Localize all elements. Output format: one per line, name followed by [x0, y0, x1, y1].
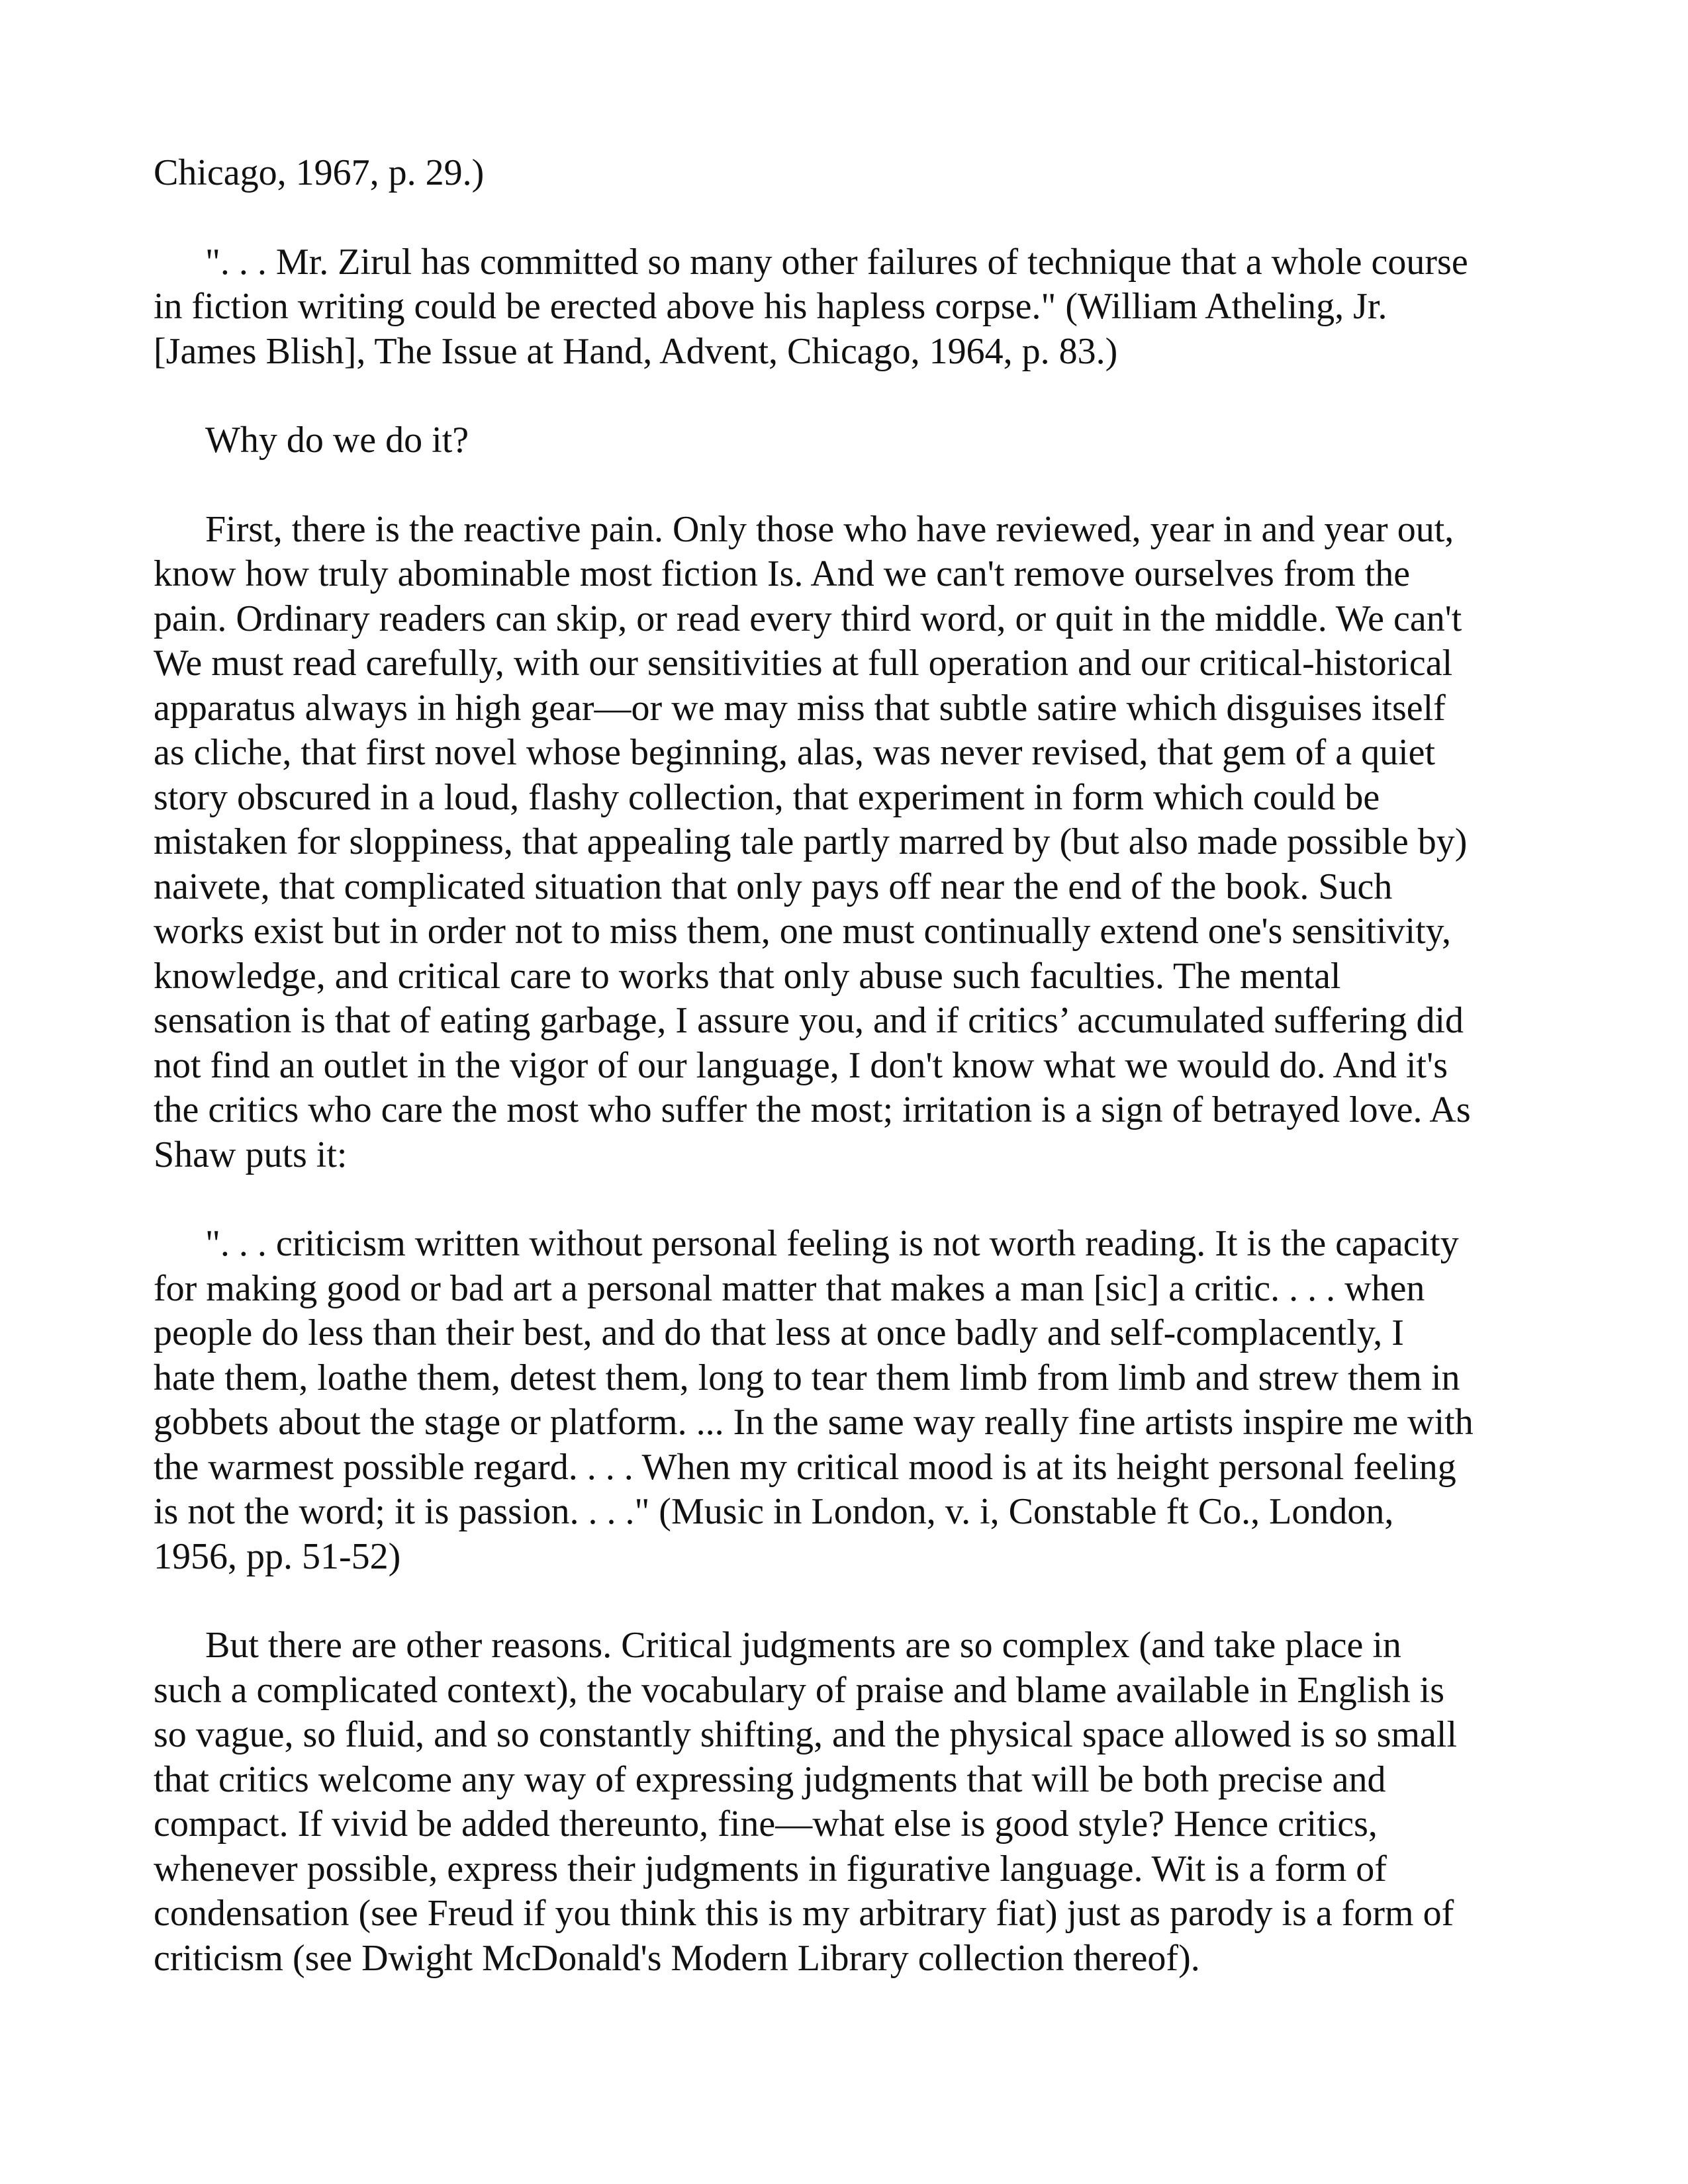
text-line: such a complicated context), the vocabulary of praise and blame available in English is: [154, 1669, 1444, 1711]
text-line: compact. If vivid be added thereunto, fine—what else is good style? Hence critics,: [154, 1803, 1378, 1844]
text-line: in fiction writing could be erected above his hapless corpse." (William Atheling, Jr.: [154, 286, 1387, 327]
text-line: gobbets about the stage or platform. ... In the same way really fine artists inspire me with: [154, 1402, 1474, 1443]
text-line: We must read carefully, with our sensitivities at full operation and our critical-historical: [154, 643, 1453, 684]
text-line: 1956, pp. 51-52): [154, 1535, 401, 1577]
text-line: story obscured in a loud, flashy collection, that experiment in form which could be: [154, 776, 1380, 818]
text-line: that critics welcome any way of expressing judgments that will be both precise and: [154, 1758, 1386, 1800]
text-line: condensation (see Freud if you think this is my arbitrary fiat) just as parody is a form of: [154, 1893, 1454, 1934]
text-line: mistaken for sloppiness, that appealing tale partly marred by (but also made possible by): [154, 821, 1468, 862]
text-line: [James Blish], The Issue at Hand, Advent, Chicago, 1964, p. 83.): [154, 330, 1118, 372]
text-line: the critics who care the most who suffer the most; irritation is a sign of betrayed love. As: [154, 1089, 1471, 1130]
text-line: as cliche, that first novel whose beginning, alas, was never revised, that gem of a quiet: [154, 732, 1436, 773]
text-line: But there are other reasons. Critical judgments are so complex (and take place in: [205, 1625, 1401, 1666]
paragraph-reactive-pain: [154, 508, 1537, 1178]
text-line: Chicago, 1967, p. 29.): [154, 152, 485, 193]
text-line: is not the word; it is passion. . . ." (Music in London, v. i, Constable ft Co., London,: [154, 1491, 1394, 1532]
text-line: First, there is the reactive pain. Only those who have reviewed, year in and year out,: [205, 508, 1454, 550]
text-line: so vague, so fluid, and so constantly shifting, and the physical space allowed is so small: [154, 1714, 1457, 1755]
document-page: [154, 151, 1537, 2025]
text-line: whenever possible, express their judgments in figurative language. Wit is a form of: [154, 1848, 1387, 1889]
text-line: works exist but in order not to miss them, one must continually extend one's sensitivity,: [154, 911, 1452, 952]
paragraph-blish-quote: [154, 240, 1537, 375]
text-line: pain. Ordinary readers can skip, or read every third word, or quit in the middle. We can't: [154, 598, 1462, 639]
text-line: criticism (see Dwight McDonald's Modern Library collection thereof).: [154, 1937, 1200, 1979]
text-line: Shaw puts it:: [154, 1134, 348, 1175]
text-line: knowledge, and critical care to works that only abuse such faculties. The mental: [154, 955, 1341, 997]
text-line: sensation is that of eating garbage, I assure you, and if critics’ accumulated suffering did: [154, 1000, 1464, 1041]
text-line: Why do we do it?: [205, 420, 469, 461]
text-line: for making good or bad art a personal matter that makes a man [sic] a critic. . . . when: [154, 1267, 1425, 1309]
paragraph-shaw-quote: [154, 1222, 1537, 1579]
paragraph-other-reasons: [154, 1623, 1537, 1981]
text-line: people do less than their best, and do that less at once badly and self-complacently, I: [154, 1312, 1404, 1353]
text-line: know how truly abominable most fiction Is. And we can't remove ourselves from the: [154, 553, 1411, 594]
paragraph-why-question: [154, 418, 1537, 463]
text-line: not find an outlet in the vigor of our language, I don't know what we would do. And it's: [154, 1044, 1448, 1086]
text-line: ". . . Mr. Zirul has committed so many other failures of technique that a whole course: [205, 241, 1468, 283]
text-line: apparatus always in high gear—or we may miss that subtle satire which disguises itself: [154, 687, 1446, 729]
text-line: hate them, loathe them, detest them, long to tear them limb from limb and strew them in: [154, 1357, 1460, 1398]
paragraph-continuation: [154, 151, 1537, 196]
text-line: naivete, that complicated situation that only pays off near the end of the book. Such: [154, 866, 1393, 907]
text-line: the warmest possible regard. . . . When my critical mood is at its height personal feeling: [154, 1446, 1456, 1488]
text-line: ". . . criticism written without personal feeling is not worth reading. It is the capacity: [205, 1223, 1459, 1264]
